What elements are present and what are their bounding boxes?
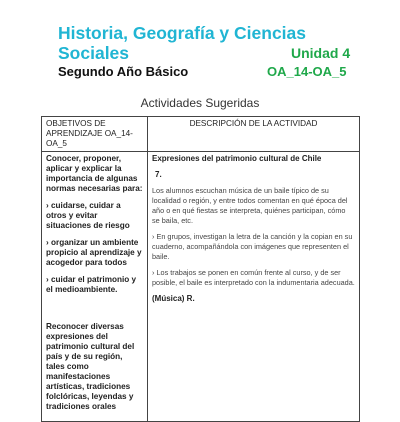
description-cell xyxy=(148,152,360,422)
activity-paragraph: › Los trabajos se ponen en común frente al curso, y de ser posible, el baile es interpretado con la indumentaria adecuada. xyxy=(152,268,355,287)
document-title-line2: Sociales xyxy=(58,43,130,63)
objective-text: › organizar un ambiente propicio al aprendizaje y acogedor para todos xyxy=(46,238,142,267)
page-header xyxy=(58,24,378,82)
grade-label: Segundo Año Básico xyxy=(58,64,189,79)
activity-number: 7. xyxy=(155,170,162,179)
description-column-header: DESCRIPCIÓN DE LA ACTIVIDAD xyxy=(148,117,360,152)
objective-text: Conocer, proponer, aplicar y explicar la importancia de algunas normas necesarias para: xyxy=(46,154,143,193)
objective-text: › cuidar el patrimonio y el medioambiente. xyxy=(46,275,137,294)
objectives-cell xyxy=(42,152,148,422)
activities-table xyxy=(41,116,360,422)
subject-label: (Música) R. xyxy=(152,294,195,303)
objective-code: OA_14-OA_5 xyxy=(267,64,347,79)
objective-text: Reconocer diversas expresiones del patrimonio cultural del país y de su región, tales como manifestaciones artísticas, tradiciones folclóricas, leyendas y tradiciones orales xyxy=(46,322,135,411)
activity-paragraph: Los alumnos escuchan música de un baile típico de su localidad o región, y entre todos comentan en qué época del año o en qué fiestas se interpreta, quiénes participan, cómo se baila, etc. xyxy=(152,186,348,225)
objectives-column-header: OBJETIVOS DE APRENDIZAJE OA_14-OA_5 xyxy=(42,117,148,152)
unit-label: Unidad 4 xyxy=(291,45,351,61)
document-title-line1: Historia, Geografía y Ciencias xyxy=(58,23,307,43)
section-title: Actividades Sugeridas xyxy=(140,96,260,110)
table-row xyxy=(42,152,360,422)
table-header-row xyxy=(42,117,360,152)
activity-title: Expresiones del patrimonio cultural de Chile xyxy=(152,154,322,163)
objective-text: › cuidarse, cuidar a otros y evitar situaciones de riesgo xyxy=(46,201,130,230)
activity-paragraph: › En grupos, investigan la letra de la canción y la copian en su cuaderno, acompañándola con imágenes que representen el baile. xyxy=(152,232,353,261)
